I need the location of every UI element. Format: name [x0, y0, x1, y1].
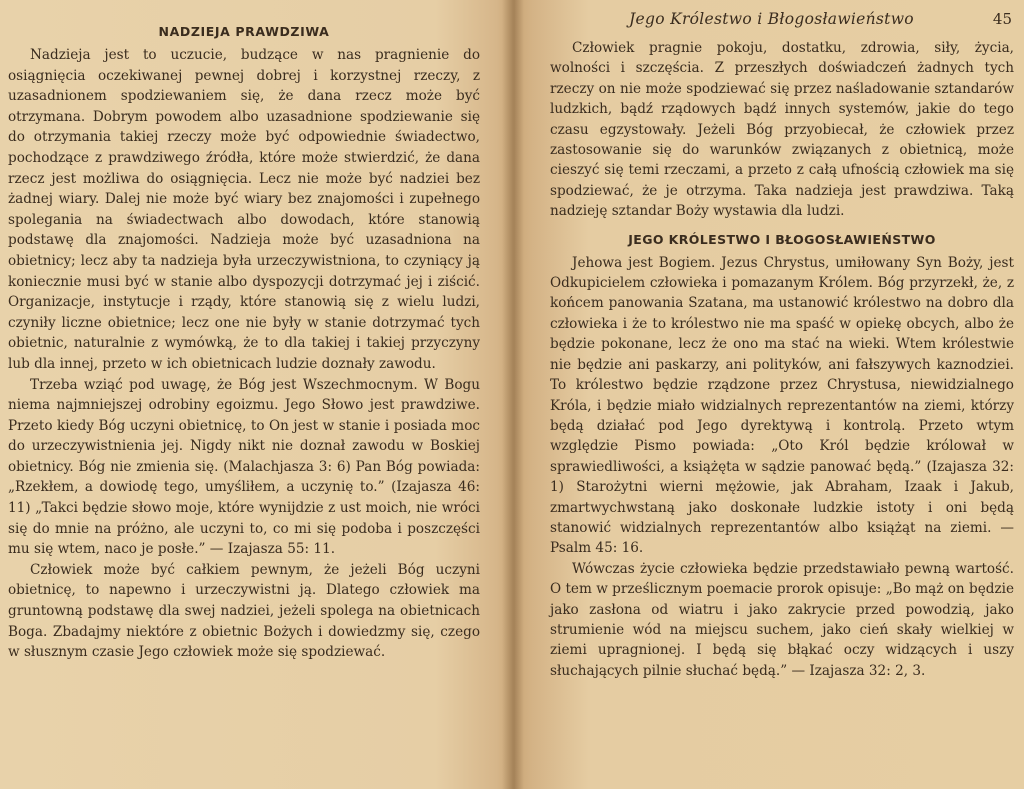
chapter-heading: NADZIEJA PRAWDZIWA: [158, 24, 330, 39]
running-head: [550, 10, 1014, 28]
page-number: 45: [992, 10, 1012, 28]
section-heading: JEGO KRÓLESTWO I BŁOGOSŁAWIEŃSTWO: [628, 231, 936, 247]
paragraph: Jehowa jest Bogiem. Jezus Chrystus, umiłowany Syn Boży, jest Odkupicielem człowieka i pomazanym Królem. Bóg przyrzekł, że, z końcem panowania Szatana, ma ustanowić królestwo na dobro dla człowieka i że to królestwo nie ma spaść w opiekę obcych, albo że będzie pokonane, lecz że ono ma stać na wieki. Wtem królestwie nie będzie ani paskarzy, ani polityków, ani fałszywych kaznodziei. To królestwo będzie rządzone przez Chrystusa, niewidzialnego Króla, i będzie miało widzialnych reprezentantów na ziemi, którzy będą działać pod Jego dyrektywą i kontrolą. Przeto wtym względzie Pismo powiada: „Oto Król będzie królował w sprawiedliwości, a książęta w sądzie panować będą.” (Izajasza 32: 1) Starożytni wierni mężowie, jak Abraham, Izaak i Jakub, zmartwychwstaną jako doskonałe ludzkie istoty i oni będą stanowić widzialnych reprezentantów albo książąt na ziemi. — Psalm 45: 16.: [550, 254, 1014, 557]
paragraph: Człowiek może być całkiem pewnym, że jeżeli Bóg uczyni obietnicę, to napewno i urzeczywistni ją. Dlatego człowiek ma gruntowną podstawę dla swej nadziei, jeżeli spolega na obietnicach Boga. Zbadajmy niektóre z obietnic Bożych i dowiedzmy się, czego w słusznym czasie Jego człowiek może się spodziewać.: [8, 561, 480, 661]
paragraph: Człowiek pragnie pokoju, dostatku, zdrowia, siły, życia, wolności i szczęścia. Z przeszłych doświadczeń żadnych tych rzeczy on nie może spodziewać się przez naśladowanie sztandarów ludzkich, bądź rządowych bądź innych systemów, jakie do tego czasu egzystowały. Jeżeli Bóg przyobiecał, że człowiek przez zastosowanie się do warunków związanych z obietnicą, może cieszyć się temi rzeczami, a przeto z całą ufnością człowiek ma się spodziewać, że je otrzyma. Taka nadzieja jest prawdziwa. Taką nadzieję sztandar Boży wystawia dla ludzi.: [550, 40, 1014, 220]
running-title: Jego Królestwo i Błogosławieństwo: [629, 10, 914, 28]
paragraph: Nadzieja jest to uczucie, budzące w nas pragnienie do osiągnięcia oczekiwanej pewnej dobrej i korzystnej rzeczy, z uzasadnionem spodziewaniem się, że dana rzecz może być otrzymana. Dobrym powodem albo uzasadnione spodziewanie się do otrzymania takiej rzeczy może być odpowiednie świadectwo, pochodzące z prawdziwego źródła, które może stwierdzić, że dana rzecz jest możliwa do osiągnięcia. Lecz nie może być nadziei bez żadnej wiary. Dalej nie może być wiary bez znajomości i zupełnego spolegania na świadectwach albo dowodach, które stanowią podstawę dla znajomości. Nadzieja może być uzasadniona na obietnicy; lecz aby ta nadzieja była urzeczywistniona, to czyniący ją koniecznie musi być w stanie albo dyspozycji dotrzymać jej i ziścić. Organizacje, instytucje i rządy, które stanowią się z wielu ludzi, czyniły liczne obietnice; lecz one nie były w stanie dotrzymać tych obietnic, naturalnie z wymówką, że to dla takiej i takiej przyczyny lub dla innej, przeto w ich obietnicach ludzie doznały zawodu.: [8, 47, 480, 372]
paragraph: Wówczas życie człowieka będzie przedstawiało pewną wartość. O tem w prześlicznym poemacie prorok opisuje: „Bo mąż on będzie jako zasłona od wiatru i jako zakrycie przed powodzią, jako strumienie wód na miejscu suchem, jako cień skały wielkiej w ziemi upragnionej. I będą się błąkać oczy widzących i uszy słuchających pilnie słuchać będą.” — Izajasza 32: 2, 3.: [550, 560, 1014, 679]
right-page: [512, 0, 1024, 789]
paragraph: Trzeba wziąć pod uwagę, że Bóg jest Wszechmocnym. W Bogu niema najmniejszej odrobiny egoizmu. Jego Słowo jest prawdziwe. Przeto kiedy Bóg uczyni obietnicę, to On jest w stanie i posiada moc do urzeczywistnienia jej. Nigdy nikt nie doznał zawodu w Boskiej obietnicy. Bóg nie zmienia się. (Malachjasza 3: 6) Pan Bóg powiada: „Rzekłem, a dowiodę tego, umyśliłem, a uczynię to.” (Izajasza 46: 11) „Takci będzie słowo moje, które wynijdzie z ust moich, nie wróci się do mnie na próżno, ale uczyni to, co mi się podoba i poszczęści mu się wtem, naco je posłe.” — Izajasza 55: 11.: [8, 376, 480, 558]
